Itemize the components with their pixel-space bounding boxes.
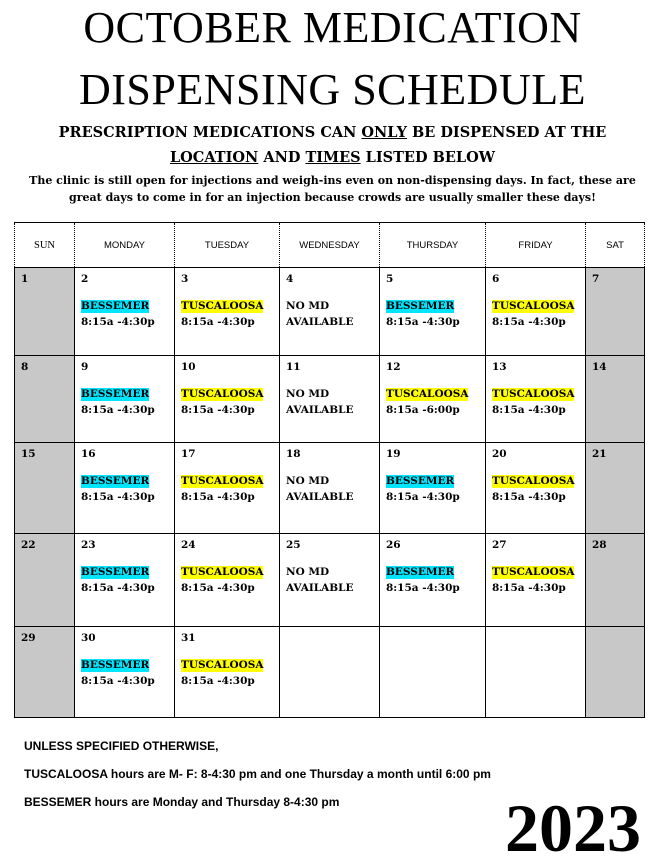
location-label: TUSCALOOSA bbox=[492, 566, 575, 578]
location-label: BESSEMER bbox=[81, 475, 150, 487]
calendar-day-cell bbox=[586, 443, 645, 534]
availability-label: AVAILABLE bbox=[286, 316, 354, 328]
day-number: 26 bbox=[386, 539, 401, 551]
day-number: 10 bbox=[181, 361, 196, 373]
day-number: 9 bbox=[81, 361, 89, 373]
location-label: BESSEMER bbox=[81, 566, 150, 578]
location-label: TUSCALOOSA bbox=[386, 388, 469, 400]
no-md-label: NO MD bbox=[286, 300, 330, 312]
hours-label: 8:15a -4:30p bbox=[386, 582, 460, 594]
calendar-day-cell bbox=[175, 356, 280, 443]
day-number: 15 bbox=[21, 448, 36, 460]
calendar-day-cell bbox=[15, 356, 75, 443]
calendar-day-cell bbox=[75, 443, 175, 534]
calendar-day-cell bbox=[75, 268, 175, 356]
day-number: 13 bbox=[492, 361, 507, 373]
calendar-day-cell bbox=[486, 268, 586, 356]
calendar-week-row bbox=[15, 356, 645, 443]
weekday-header-wednesday: WEDNESDAY bbox=[280, 223, 380, 268]
weekday-header-tuesday: TUESDAY bbox=[175, 223, 280, 268]
hours-label: 8:15a -4:30p bbox=[81, 316, 155, 328]
subtitle-location: LOCATION bbox=[169, 149, 259, 166]
calendar-body bbox=[15, 268, 645, 718]
availability-label: AVAILABLE bbox=[286, 491, 354, 503]
weekday-header-thursday: THURSDAY bbox=[380, 223, 486, 268]
calendar-day-cell bbox=[380, 443, 486, 534]
hours-label: 8:15a -4:30p bbox=[492, 491, 566, 503]
hours-label: 8:15a -6:00p bbox=[386, 404, 460, 416]
footer-line-3: BESSEMER hours are Monday and Thursday 8-4:30 pm bbox=[24, 795, 340, 809]
calendar-day-cell bbox=[586, 268, 645, 356]
calendar-day-cell bbox=[486, 443, 586, 534]
hours-label: 8:15a -4:30p bbox=[492, 582, 566, 594]
hours-label: 8:15a -4:30p bbox=[81, 491, 155, 503]
calendar-day-cell bbox=[380, 356, 486, 443]
hours-label: 8:15a -4:30p bbox=[81, 675, 155, 687]
day-number: 30 bbox=[81, 632, 96, 644]
subtitle-line-2 bbox=[0, 148, 665, 168]
location-label: TUSCALOOSA bbox=[181, 566, 264, 578]
day-number: 12 bbox=[386, 361, 401, 373]
day-number: 3 bbox=[181, 273, 189, 285]
title-line-1: OCTOBER MEDICATION bbox=[83, 3, 582, 52]
day-number: 28 bbox=[592, 539, 607, 551]
subtitle-only: ONLY bbox=[361, 124, 407, 141]
calendar-week-row bbox=[15, 268, 645, 356]
day-number: 8 bbox=[21, 361, 29, 373]
hours-label: 8:15a -4:30p bbox=[492, 316, 566, 328]
day-number: 20 bbox=[492, 448, 507, 460]
day-number: 25 bbox=[286, 539, 301, 551]
calendar-table bbox=[14, 222, 645, 718]
day-number: 21 bbox=[592, 448, 607, 460]
day-number: 6 bbox=[492, 273, 500, 285]
footer-line-2: TUSCALOOSA hours are M- F: 8-4:30 pm and one Thursday a month until 6:00 pm bbox=[24, 767, 491, 781]
hours-label: 8:15a -4:30p bbox=[181, 316, 255, 328]
calendar-day-cell bbox=[280, 443, 380, 534]
availability-label: AVAILABLE bbox=[286, 582, 354, 594]
location-label: TUSCALOOSA bbox=[181, 659, 264, 671]
location-label: BESSEMER bbox=[386, 300, 455, 312]
calendar-day-cell bbox=[380, 268, 486, 356]
footer-line-1: UNLESS SPECIFIED OTHERWISE, bbox=[24, 739, 219, 753]
day-number: 22 bbox=[21, 539, 36, 551]
availability-label: AVAILABLE bbox=[286, 404, 354, 416]
calendar-day-cell bbox=[15, 443, 75, 534]
location-label: BESSEMER bbox=[81, 300, 150, 312]
calendar-day-cell bbox=[75, 627, 175, 718]
calendar-week-row bbox=[15, 534, 645, 627]
location-label: TUSCALOOSA bbox=[492, 475, 575, 487]
location-label: TUSCALOOSA bbox=[492, 388, 575, 400]
location-label: TUSCALOOSA bbox=[492, 300, 575, 312]
day-number: 16 bbox=[81, 448, 96, 460]
subtitle-text: LISTED BELOW bbox=[360, 149, 496, 166]
day-number: 17 bbox=[181, 448, 196, 460]
calendar-day-cell bbox=[280, 356, 380, 443]
calendar-day-cell bbox=[486, 356, 586, 443]
calendar-day-cell bbox=[75, 534, 175, 627]
hours-label: 8:15a -4:30p bbox=[181, 491, 255, 503]
calendar-day-cell bbox=[380, 627, 486, 718]
calendar-day-cell bbox=[280, 268, 380, 356]
weekday-header-row bbox=[15, 223, 645, 268]
calendar-day-cell bbox=[586, 356, 645, 443]
calendar-day-cell bbox=[15, 268, 75, 356]
weekday-header-friday: FRIDAY bbox=[486, 223, 586, 268]
location-label: BESSEMER bbox=[81, 659, 150, 671]
subtitle-text: BE DISPENSED AT THE bbox=[406, 124, 607, 141]
hours-label: 8:15a -4:30p bbox=[81, 404, 155, 416]
no-md-label: NO MD bbox=[286, 475, 330, 487]
day-number: 7 bbox=[592, 273, 600, 285]
calendar-day-cell bbox=[175, 268, 280, 356]
calendar-day-cell bbox=[280, 534, 380, 627]
location-label: BESSEMER bbox=[81, 388, 150, 400]
weekday-header-sun: SUN bbox=[15, 223, 75, 268]
day-number: 19 bbox=[386, 448, 401, 460]
calendar-day-cell bbox=[586, 534, 645, 627]
day-number: 18 bbox=[286, 448, 301, 460]
weekday-header-sat: SAT bbox=[586, 223, 645, 268]
subtitle-times: TIMES bbox=[305, 149, 361, 166]
calendar-week-row bbox=[15, 627, 645, 718]
location-label: TUSCALOOSA bbox=[181, 300, 264, 312]
calendar-day-cell bbox=[15, 534, 75, 627]
day-number: 23 bbox=[81, 539, 96, 551]
calendar-week-row bbox=[15, 443, 645, 534]
calendar-day-cell bbox=[75, 356, 175, 443]
day-number: 11 bbox=[286, 361, 301, 373]
hours-label: 8:15a -4:30p bbox=[181, 675, 255, 687]
day-number: 29 bbox=[21, 632, 36, 644]
day-number: 2 bbox=[81, 273, 89, 285]
calendar-day-cell bbox=[280, 627, 380, 718]
title-line-2: DISPENSING SCHEDULE bbox=[79, 65, 586, 114]
location-label: BESSEMER bbox=[386, 475, 455, 487]
day-number: 31 bbox=[181, 632, 196, 644]
clinic-note: The clinic is still open for injections and weigh-ins even on non-dispensing days. In fact, these are great days to come in for an injection because crowds are usually smaller these days! bbox=[29, 174, 636, 204]
day-number: 27 bbox=[492, 539, 507, 551]
calendar-day-cell bbox=[486, 534, 586, 627]
location-label: TUSCALOOSA bbox=[181, 475, 264, 487]
hours-label: 8:15a -4:30p bbox=[181, 404, 255, 416]
weekday-header-monday: MONDAY bbox=[75, 223, 175, 268]
subtitle-text: PRESCRIPTION MEDICATIONS CAN bbox=[58, 124, 362, 141]
hours-label: 8:15a -4:30p bbox=[81, 582, 155, 594]
calendar-day-cell bbox=[175, 534, 280, 627]
no-md-label: NO MD bbox=[286, 388, 330, 400]
calendar-day-cell bbox=[486, 627, 586, 718]
calendar-day-cell bbox=[586, 627, 645, 718]
day-number: 1 bbox=[21, 273, 29, 285]
hours-label: 8:15a -4:30p bbox=[492, 404, 566, 416]
calendar-day-cell bbox=[15, 627, 75, 718]
calendar-day-cell bbox=[175, 443, 280, 534]
calendar-day-cell bbox=[380, 534, 486, 627]
day-number: 24 bbox=[181, 539, 196, 551]
subtitle-text: AND bbox=[258, 149, 306, 166]
hours-label: 8:15a -4:30p bbox=[386, 491, 460, 503]
location-label: BESSEMER bbox=[386, 566, 455, 578]
hours-label: 8:15a -4:30p bbox=[386, 316, 460, 328]
hours-label: 8:15a -4:30p bbox=[181, 582, 255, 594]
location-label: TUSCALOOSA bbox=[181, 388, 264, 400]
calendar-day-cell bbox=[175, 627, 280, 718]
no-md-label: NO MD bbox=[286, 566, 330, 578]
day-number: 5 bbox=[386, 273, 394, 285]
subtitle-line-1 bbox=[0, 123, 665, 143]
day-number: 4 bbox=[286, 273, 294, 285]
day-number: 14 bbox=[592, 361, 607, 373]
year-label: 2023 bbox=[505, 790, 641, 866]
